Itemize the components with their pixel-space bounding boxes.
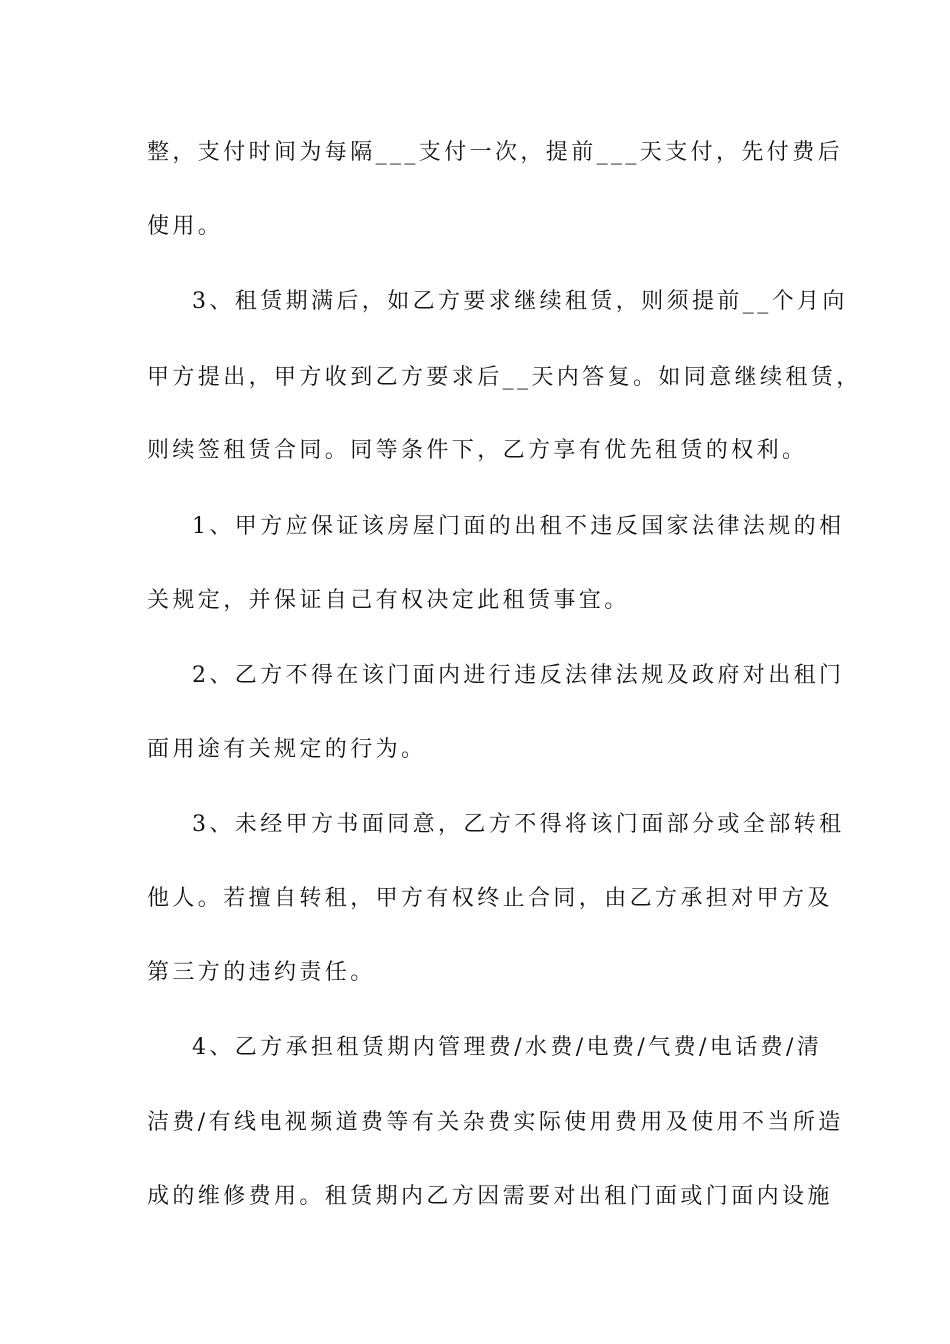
text-line: 成的维修费用。租赁期内乙方因需要对出租门面或门面内设施 (147, 1184, 833, 1209)
paragraph-start-line: 1、甲方应保证该房屋门面的出租不违反国家法律法规的相 (192, 514, 845, 539)
text-line: 甲方提出，甲方收到乙方要求后__天内答复。如同意继续租赁， (147, 365, 862, 390)
paragraph-start-line: 3、未经甲方书面同意，乙方不得将该门面部分或全部转租 (192, 812, 845, 837)
text-line: 则续签租赁合同。同等条件下，乙方享有优先租赁的权利。 (147, 438, 808, 463)
text-line: 整，支付时间为每隔___支付一次，提前___天支付，先付费后 (147, 140, 844, 165)
text-line: 面用途有关规定的行为。 (147, 737, 427, 762)
text-line: 关规定，并保证自己有权决定此租赁事宜。 (147, 588, 630, 613)
text-line: 使用。 (147, 214, 224, 239)
paragraph-start-line: 4、乙方承担租赁期内管理费/水费/电费/气费/电话费/清 (192, 1035, 823, 1060)
paragraph-start-line: 2、乙方不得在该门面内进行违反法律法规及政府对出租门 (192, 663, 845, 688)
text-line: 洁费/有线电视频道费等有关杂费实际使用费用及使用不当所造 (147, 1110, 844, 1135)
text-line: 他人。若擅自转租，甲方有权终止合同，由乙方承担对甲方及 (147, 886, 833, 911)
text-line: 第三方的违约责任。 (147, 960, 376, 985)
paragraph-start-line: 3、租赁期满后，如乙方要求继续租赁，则须提前__个月向 (192, 289, 848, 314)
